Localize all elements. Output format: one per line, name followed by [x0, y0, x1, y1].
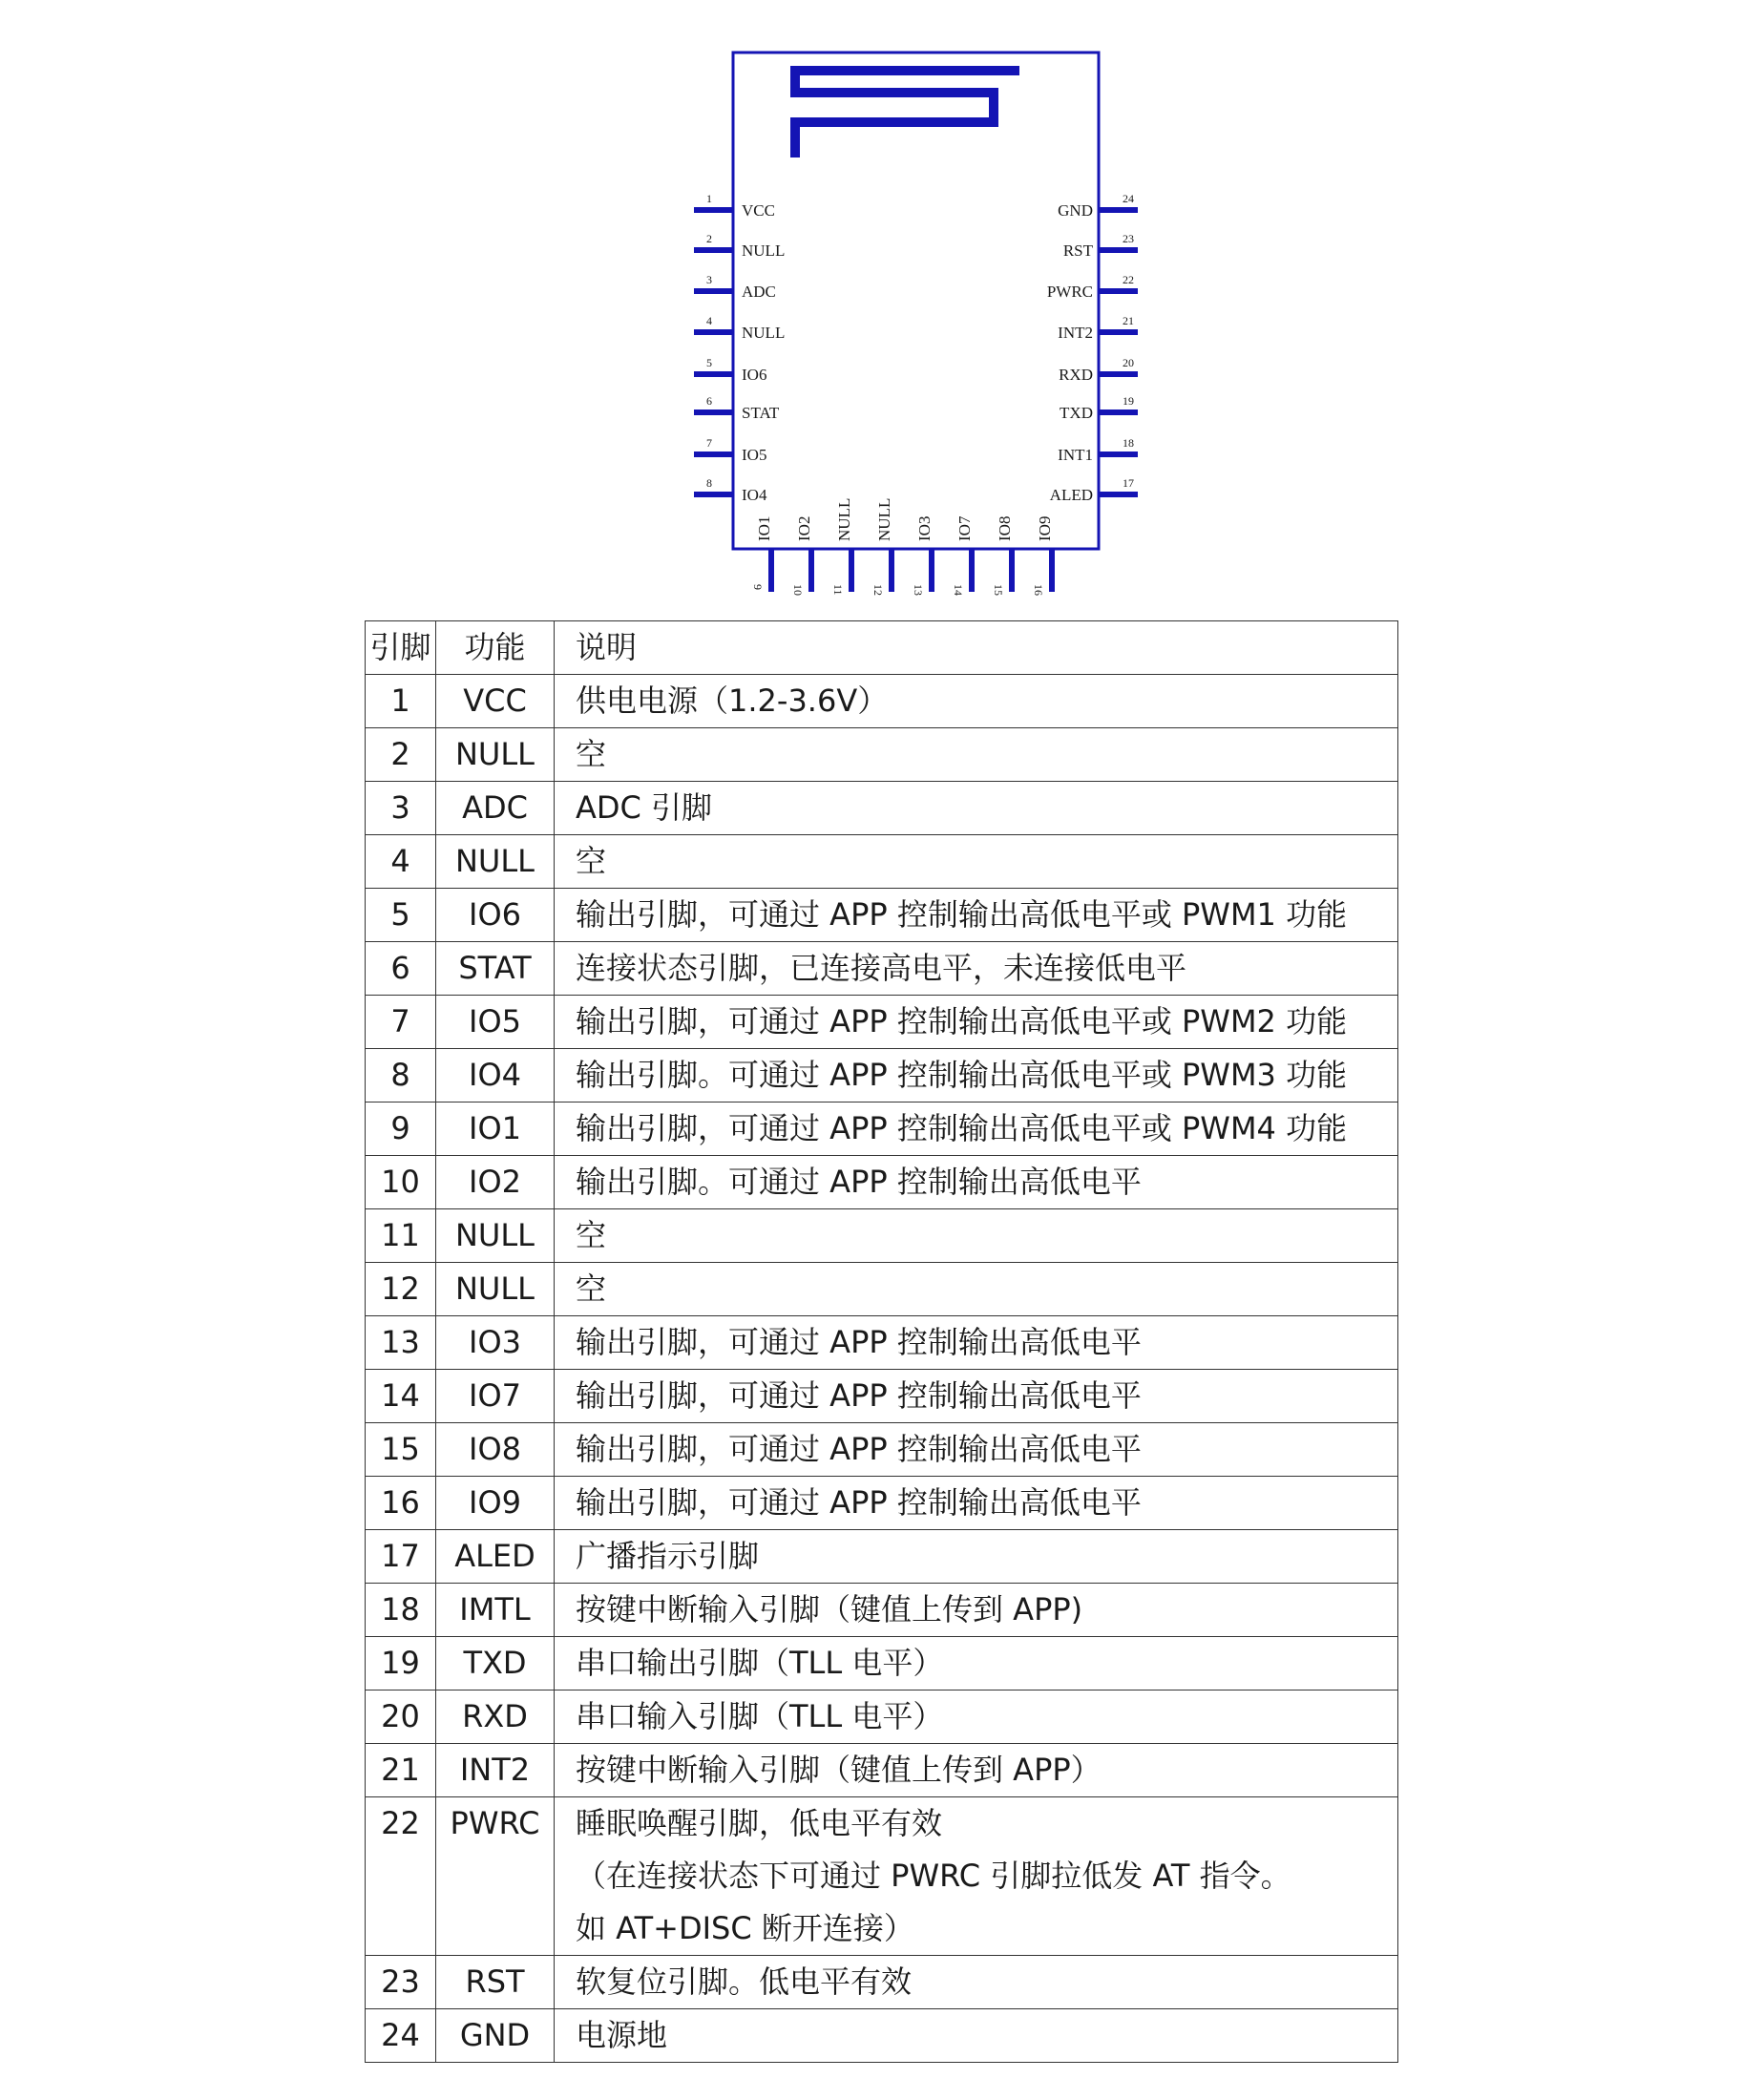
pin-label: PWRC [1046, 283, 1093, 301]
table-row [366, 728, 1398, 782]
pin-function-cell: IO2 [436, 1156, 555, 1209]
pin-description-cell: 输出引脚，可通过 APP 控制输出高低电平 [555, 1370, 1398, 1423]
table-row [366, 1477, 1398, 1530]
pin-function-cell: STAT [436, 942, 555, 996]
pin-number: 15 [992, 584, 1005, 596]
pin-number: 24 [1123, 192, 1134, 205]
pin-label: IO8 [996, 515, 1014, 541]
pin-number-cell: 10 [366, 1156, 436, 1209]
pin-number: 20 [1123, 356, 1134, 369]
pin-number-cell: 1 [366, 675, 436, 728]
table-row [366, 1584, 1398, 1637]
pin-number-cell: 21 [366, 1744, 436, 1797]
pin-description-cell: 空 [555, 835, 1398, 889]
table-row [366, 1744, 1398, 1797]
pin-number-cell: 15 [366, 1423, 436, 1477]
table-row [366, 1156, 1398, 1209]
pin-number-cell: 22 [366, 1797, 436, 1956]
pin-number: 6 [706, 394, 712, 408]
pin-number-cell: 9 [366, 1102, 436, 1156]
table-row [366, 942, 1398, 996]
table-row [366, 1797, 1398, 1956]
pin-function-cell: IO1 [436, 1102, 555, 1156]
pin-number: 4 [706, 314, 712, 327]
pin-number-cell: 4 [366, 835, 436, 889]
pin-number: 1 [706, 192, 712, 205]
pin-label: ALED [1049, 486, 1093, 504]
pin-description-cell: 软复位引脚。低电平有效 [555, 1956, 1398, 2009]
pin-number: 21 [1123, 314, 1134, 327]
table-row [366, 1370, 1398, 1423]
pin-table [365, 620, 1398, 2063]
pin-description-cell: 供电电源（1.2-3.6V） [555, 675, 1398, 728]
pin-number-cell: 8 [366, 1049, 436, 1102]
pin-function-cell: NULL [436, 1209, 555, 1263]
pin-description-cell: 输出引脚，可通过 APP 控制输出高低电平 [555, 1423, 1398, 1477]
pin-number: 16 [1032, 584, 1045, 596]
pin-number: 23 [1123, 232, 1134, 245]
pin-number: 5 [706, 356, 712, 369]
pin-number: 22 [1123, 273, 1134, 286]
pin-label: TXD [1060, 404, 1093, 422]
pin-description-cell: 输出引脚，可通过 APP 控制输出高低电平或 PWM1 功能 [555, 889, 1398, 942]
pin-function-cell: IO3 [436, 1316, 555, 1370]
pin-number: 17 [1123, 476, 1134, 490]
pin-description-cell: 连接状态引脚，已连接高电平，未连接低电平 [555, 942, 1398, 996]
table-row [366, 835, 1398, 889]
pin-description-cell: 输出引脚，可通过 APP 控制输出高低电平或 PWM4 功能 [555, 1102, 1398, 1156]
pin-number-cell: 7 [366, 996, 436, 1049]
pin-number: 7 [706, 436, 712, 450]
pin-function-cell: RXD [436, 1690, 555, 1744]
pin-description-cell: 输出引脚，可通过 APP 控制输出高低电平 [555, 1477, 1398, 1530]
pin-number-cell: 14 [366, 1370, 436, 1423]
pin-label: IO3 [915, 515, 934, 541]
header-description: 说明 [555, 621, 1398, 675]
module-diagram [0, 0, 1742, 611]
table-row [366, 1530, 1398, 1584]
pin-function-cell: NULL [436, 728, 555, 782]
pin-function-cell: TXD [436, 1637, 555, 1690]
pin-label: IO1 [755, 515, 773, 541]
pin-label: RST [1062, 242, 1093, 260]
pin-number-cell: 18 [366, 1584, 436, 1637]
pin-label: INT1 [1058, 446, 1093, 464]
pin-number-cell: 17 [366, 1530, 436, 1584]
pin-label: GND [1058, 201, 1093, 220]
table-header-row [366, 621, 1398, 675]
pin-number: 8 [706, 476, 712, 490]
pin-label: VCC [742, 201, 775, 220]
table-row [366, 1263, 1398, 1316]
pin-number: 9 [751, 584, 765, 590]
pin-number: 11 [831, 584, 845, 596]
pin-number-cell: 13 [366, 1316, 436, 1370]
pin-label: NULL [875, 497, 893, 541]
pin-number-cell: 6 [366, 942, 436, 996]
pin-function-cell: IO7 [436, 1370, 555, 1423]
pin-function-cell: GND [436, 2009, 555, 2063]
pin-description-cell: 电源地 [555, 2009, 1398, 2063]
table-row [366, 1956, 1398, 2009]
pin-description-cell: 输出引脚，可通过 APP 控制输出高低电平 [555, 1316, 1398, 1370]
pin-label: IO4 [742, 486, 767, 504]
pin-function-cell: RST [436, 1956, 555, 2009]
pin-function-cell: IO6 [436, 889, 555, 942]
pin-number-cell: 12 [366, 1263, 436, 1316]
pin-function-cell: IO4 [436, 1049, 555, 1102]
pin-function-cell: ALED [436, 1530, 555, 1584]
pin-function-cell: IO8 [436, 1423, 555, 1477]
table-row [366, 2009, 1398, 2063]
pin-number: 19 [1123, 394, 1134, 408]
pin-number: 18 [1123, 436, 1134, 450]
pin-description-cell: ADC 引脚 [555, 782, 1398, 835]
pin-label: NULL [742, 324, 786, 342]
table-row [366, 1316, 1398, 1370]
pin-function-cell: IO5 [436, 996, 555, 1049]
table-row [366, 1637, 1398, 1690]
pin-function-cell: IMTL [436, 1584, 555, 1637]
pin-description-cell: 睡眠唤醒引脚，低电平有效 （在连接状态下可通过 PWRC 引脚拉低发 AT 指令。 如 AT+DISC 断开连接） [555, 1797, 1398, 1956]
pin-label: INT2 [1058, 324, 1093, 342]
table-row [366, 1049, 1398, 1102]
pin-number-cell: 23 [366, 1956, 436, 2009]
pin-function-cell: IO9 [436, 1477, 555, 1530]
pin-function-cell: PWRC [436, 1797, 555, 1956]
table-row [366, 675, 1398, 728]
pin-description-cell: 串口输出引脚（TLL 电平） [555, 1637, 1398, 1690]
pin-number: 3 [706, 273, 712, 286]
pin-number-cell: 11 [366, 1209, 436, 1263]
pin-description-cell: 串口输入引脚（TLL 电平） [555, 1690, 1398, 1744]
pin-function-cell: ADC [436, 782, 555, 835]
antenna-trace [795, 71, 1019, 158]
pin-label: IO2 [795, 515, 813, 541]
pin-description-cell: 输出引脚。可通过 APP 控制输出高低电平或 PWM3 功能 [555, 1049, 1398, 1102]
pin-label: IO6 [742, 366, 767, 384]
pin-label: ADC [742, 283, 776, 301]
pin-function-cell: NULL [436, 835, 555, 889]
pin-description-cell: 按键中断输入引脚（键值上传到 APP） [555, 1744, 1398, 1797]
header-function: 功能 [436, 621, 555, 675]
pin-description-cell: 按键中断输入引脚（键值上传到 APP) [555, 1584, 1398, 1637]
pin-number: 10 [791, 584, 805, 596]
pin-number-cell: 16 [366, 1477, 436, 1530]
pin-number-cell: 20 [366, 1690, 436, 1744]
table-row [366, 1423, 1398, 1477]
pin-label: RXD [1059, 366, 1093, 384]
pin-description-cell: 广播指示引脚 [555, 1530, 1398, 1584]
table-row [366, 889, 1398, 942]
pin-description-cell: 输出引脚。可通过 APP 控制输出高低电平 [555, 1156, 1398, 1209]
pin-number: 2 [706, 232, 712, 245]
pin-label: IO7 [955, 515, 974, 541]
pin-number-cell: 24 [366, 2009, 436, 2063]
pin-number-cell: 2 [366, 728, 436, 782]
pin-description-cell: 空 [555, 1263, 1398, 1316]
pin-description-cell: 空 [555, 1209, 1398, 1263]
pin-function-cell: NULL [436, 1263, 555, 1316]
pin-number: 13 [912, 584, 925, 596]
header-pin: 引脚 [366, 621, 436, 675]
pin-label: IO9 [1036, 515, 1054, 541]
pin-label: NULL [835, 497, 853, 541]
pin-number: 14 [952, 584, 965, 596]
pin-number-cell: 5 [366, 889, 436, 942]
pin-description-cell: 输出引脚，可通过 APP 控制输出高低电平或 PWM2 功能 [555, 996, 1398, 1049]
table-row [366, 1209, 1398, 1263]
table-row [366, 996, 1398, 1049]
table-row [366, 1690, 1398, 1744]
pin-function-cell: VCC [436, 675, 555, 728]
pin-description-cell: 空 [555, 728, 1398, 782]
pin-number-cell: 19 [366, 1637, 436, 1690]
pin-label: STAT [742, 404, 780, 422]
table-row [366, 1102, 1398, 1156]
table-row [366, 782, 1398, 835]
pin-number-cell: 3 [366, 782, 436, 835]
pin-label: NULL [742, 242, 786, 260]
pin-function-cell: INT2 [436, 1744, 555, 1797]
pin-number: 12 [871, 584, 885, 596]
pin-label: IO5 [742, 446, 767, 464]
